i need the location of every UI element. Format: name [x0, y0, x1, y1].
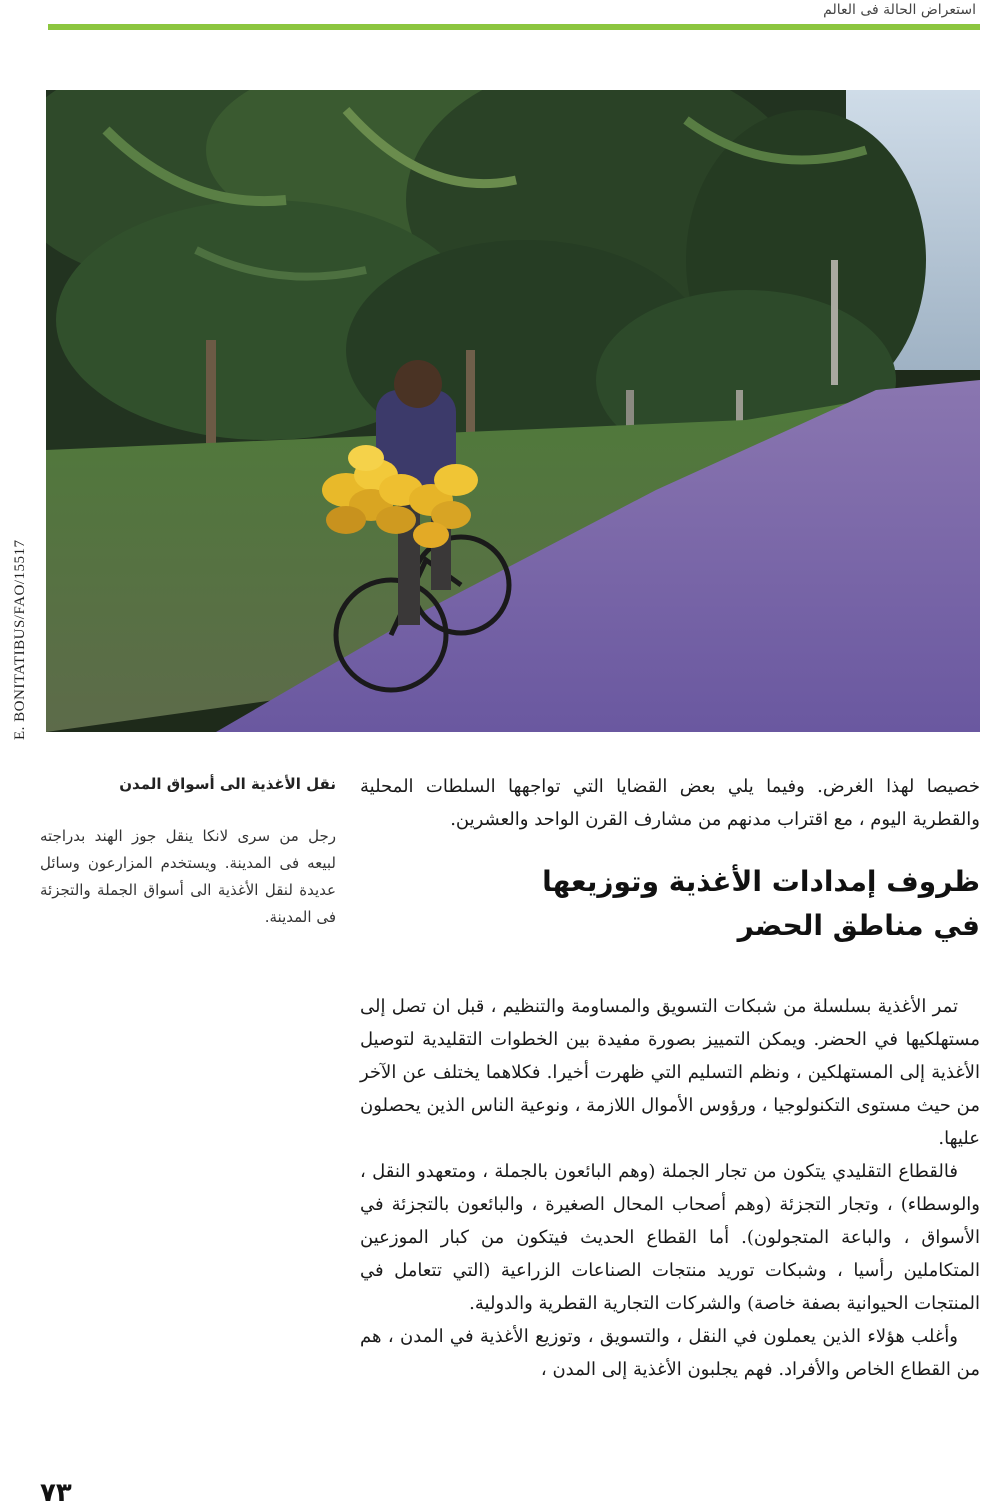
photo-credit [2, 500, 42, 740]
body-paragraph-2: فالقطاع التقليدي يتكون من تجار الجملة (وهم البائعون بالجملة ، ومتعهدو النقل ، والوسطاء) ، وتجار التجزئة (وهم أصحاب المحال الصغيرة ، والبائعون بالتجزئة في الأسواق ، والباعة المتجولون). أما القطاع الحديث فيتكون من كبار الموزعين المتكاملين رأسيا ، وشبكات توريد منتجات الصناعات الزراعية (التي تتعامل في المنتجات الحيوانية بصفة خاصة) والشركات التجارية القطرية والدولية. [360, 1161, 980, 1314]
intro-paragraph: خصيصا لهذا الغرض. وفيما يلي بعض القضايا التي تواجهها السلطات المحلية والقطرية اليوم ، مع اقتراب مدنهم من مشارف القرن الواحد والعشرين. [360, 776, 980, 830]
header-rule [48, 24, 980, 30]
section-heading-line-2: في مناطق الحضر [737, 909, 980, 942]
photo-credit-text: E. BONITATIBUS/FAO/15517 [12, 539, 28, 740]
photo-caption: رجل من سرى لانكا ينقل جوز الهند بدراجته لبيعه فى المدينة. ويستخدم المزارعون وسائل عديدة لنقل الأغذية الى أسواق الجملة والتجزئة فى المدينة. [40, 827, 336, 926]
sidebar-title: نقل الأغذية الى أسواق المدن [119, 775, 336, 793]
cyclist-photo-illustration [46, 90, 980, 732]
page-number: ٧٣ [40, 1478, 72, 1508]
body-paragraph-3: وأغلب هؤلاء الذين يعملون في النقل ، والتسويق ، وتوزيع الأغذية في المدن ، هم من القطاع الخاص والأفراد. فهم يجلبون الأغذية إلى المدن ، [360, 1326, 980, 1380]
running-header-title: استعراض الحالة فى العالم [823, 2, 976, 18]
sidebar [40, 775, 336, 931]
cyclist-photo [46, 90, 980, 732]
section-heading [360, 860, 980, 948]
body-paragraph-1: تمر الأغذية بسلسلة من شبكات التسويق والمساومة والتنظيم ، قبل ان تصل إلى مستهلكيها في الحضر. ويمكن التمييز بصورة مفيدة بين الخطوات التقليدية لتوصيل الأغذية إلى المستهلكين ، ونظم التسليم التي ظهرت أخيرا. فكلاهما يختلف عن الآخر من حيث مستوى التكنولوجيا ، ورؤوس الأموال اللازمة ، ونوعية الناس الذين يحصلون عليها. [360, 996, 980, 1149]
section-heading-line-1: ظروف إمدادات الأغذية وتوزيعها [542, 865, 980, 898]
main-column [360, 770, 980, 1386]
